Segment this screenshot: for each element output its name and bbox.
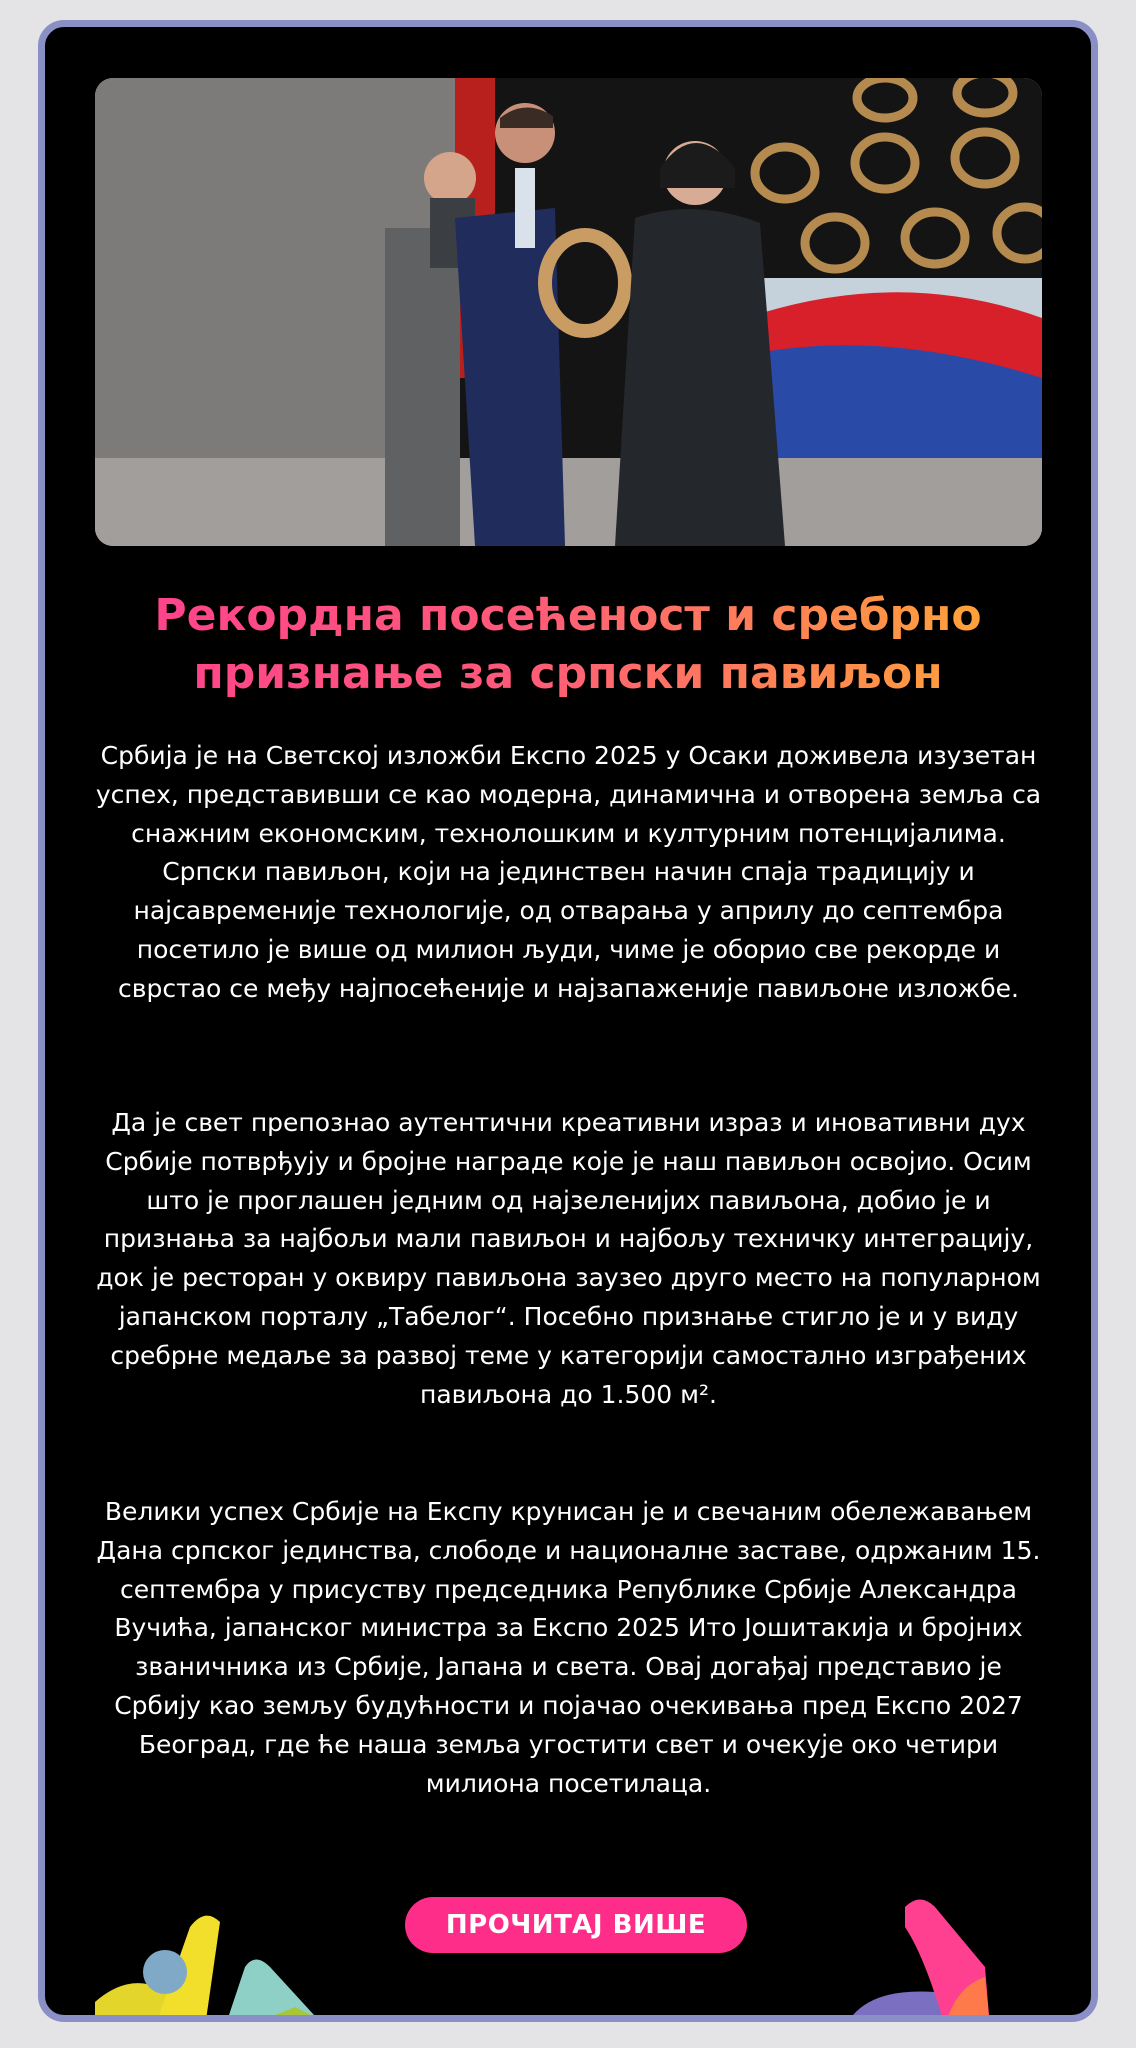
article-paragraph-3: Велики успех Србије на Експу крунисан је и свечаним обележавањем Дана српског јединства, слободе и националне заставе, одржаним 15. септембра у присуству председника Републике Србије Александра Вучића, јапанског министра за Експо 2025 Ито Јошитакија и бројних званичника из Србије, Јапана и света. Овај догађај представио је Србију као земљу будућности и појачао очекивања пред Експо 2027 Београд, где ће наша земља угостити свет и очекује око четири милиона посетилаца. (96, 1497, 1041, 1798)
read-more-button[interactable]: ПРОЧИТАЈ ВИШЕ (405, 1897, 747, 1953)
expo-shapes-decoration-right (825, 1897, 1025, 2022)
award-ceremony-photo (95, 78, 1042, 546)
article-title: Рекордна посећеност и сребрно признање за српски павиљон (75, 587, 1061, 703)
article-paragraph-1: Србија је на Светској изложби Експо 2025 у Осаки доживела изузетан успех, представивши се као модерна, динамична и отворена земља са снажним економским, технолошким и културним потенцијалима. Српски павиљон, који на јединствен начин спаја традицију и најсавременије технологије, од отварања у априлу до септембра посетило је више од милион људи, чиме је оборио све рекорде и сврстао се међу најпосећеније и најзапаженије павиљоне изложбе. (95, 741, 1042, 1003)
article-paragraph-2: Да је свет препознао аутентични креативни израз и иновативни дух Србије потврђују и бројне награде које је наш павиљон освојио. Осим што је проглашен једним од најзеленијих павиљона, добио је и признања за најбољи мали павиљон и најбољу техничку интеграцију, док је ресторан у оквиру павиљона заузео друго место на популарном јапанском порталу „Табелог“. Посебно признање стигло је и у виду сребрне медаље за развој теме у категорији самостално изграђених павиљона до 1.500 м². (96, 1108, 1041, 1409)
newsletter-card (38, 20, 1098, 2022)
expo-shapes-decoration-left (95, 1907, 355, 2022)
